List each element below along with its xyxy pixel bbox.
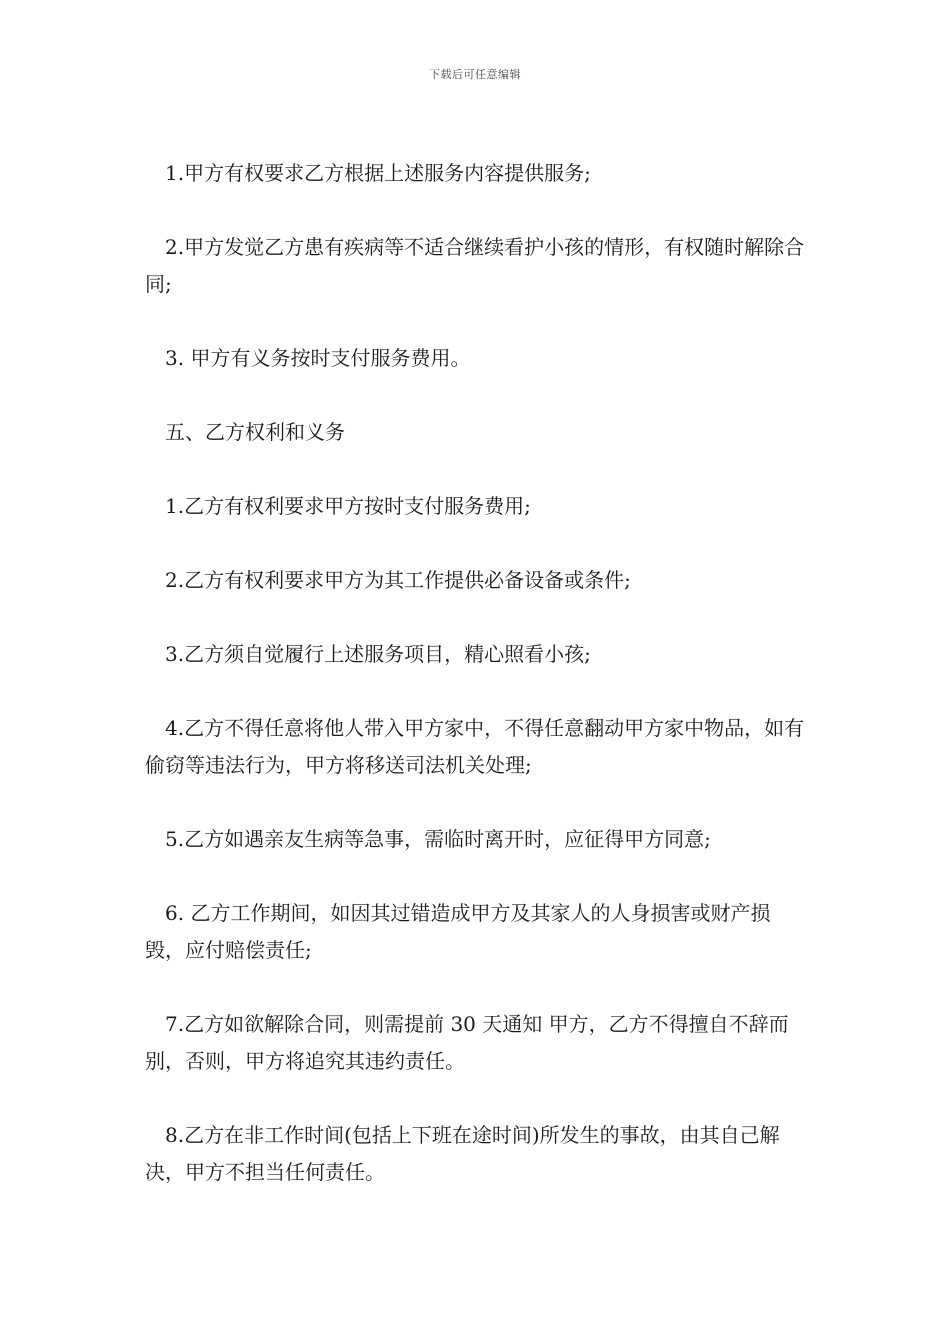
clause-a-1: 1.甲方有权要求乙方根据上述服务内容提供服务; xyxy=(165,161,591,185)
clause-b-2: 2.乙方有权利要求甲方为其工作提供必备设备或条件; xyxy=(165,568,631,592)
clause-b-1: 1.乙方有权利要求甲方按时支付服务费用; xyxy=(165,494,531,518)
clause-b-5: 5.乙方如遇亲友生病等急事，需临时离开时，应征得甲方同意; xyxy=(165,827,711,851)
document-body xyxy=(145,155,810,1228)
clause-b-6: 6. 乙方工作期间，如因其过错造成甲方及其家人的人身损害或财产损毁，应付赔偿责任; xyxy=(145,901,771,962)
page-header: 下载后可任意编辑 xyxy=(429,68,521,81)
clause-b-8: 8.乙方在非工作时间(包括上下班在途时间)所发生的事故，由其自己解决，甲方不担当任何责任。 xyxy=(145,1123,780,1184)
clause-b-3: 3.乙方须自觉履行上述服务项目，精心照看小孩; xyxy=(165,642,591,666)
clause-b-4: 4.乙方不得任意将他人带入甲方家中，不得任意翻动甲方家中物品，如有偷窃等违法行为，甲方将移送司法机关处理; xyxy=(145,716,805,777)
clause-a-2: 2.甲方发觉乙方患有疾病等不适合继续看护小孩的情形，有权随时解除合同; xyxy=(145,235,805,296)
section-heading-5: 五、乙方权利和义务 xyxy=(165,420,345,444)
clause-a-3: 3. 甲方有义务按时支付服务费用。 xyxy=(165,346,471,370)
clause-b-7: 7.乙方如欲解除合同，则需提前 30 天通知 甲方，乙方不得擅自不辞而别，否则，甲方将追究其违约责任。 xyxy=(145,1012,789,1073)
